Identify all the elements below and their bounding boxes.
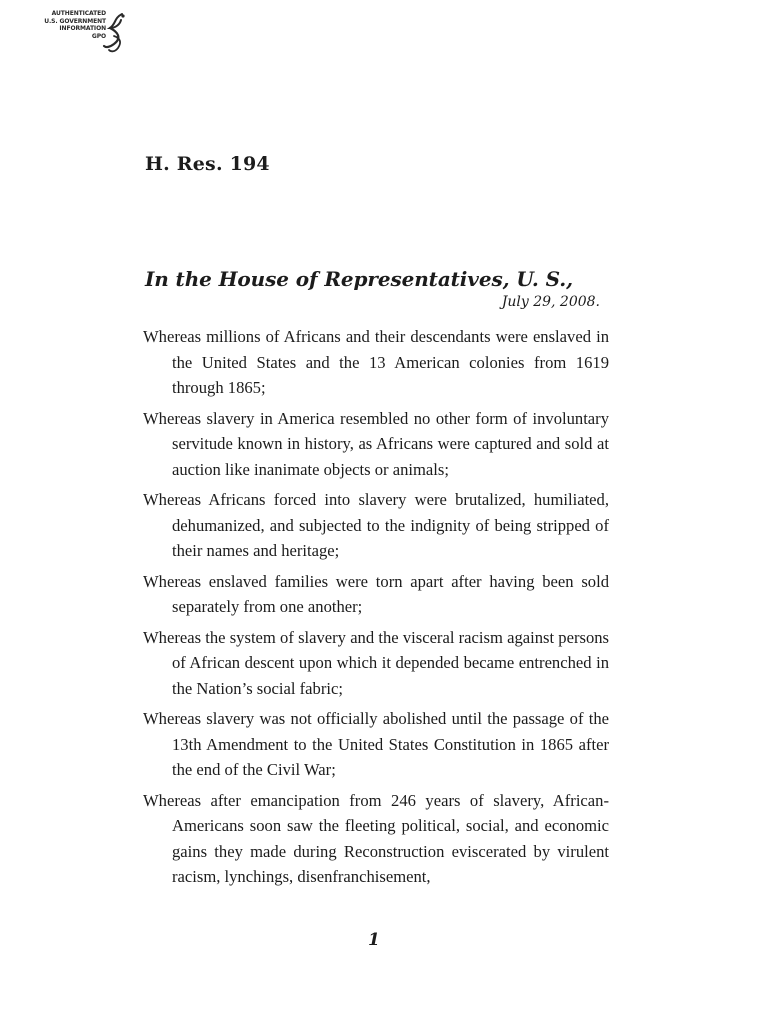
resolution-date: July 29, 2008. bbox=[501, 294, 600, 310]
whereas-clauses bbox=[143, 324, 609, 895]
resolution-number: H. Res. 194 bbox=[145, 153, 270, 175]
whereas-clause: Whereas slavery in America resembled no other form of involuntary servitude known in history, as Africans were captured and sold at auction like inanimate objects or animals; bbox=[143, 408, 609, 479]
gpo-authentication-stamp bbox=[44, 10, 134, 56]
whereas-clause: Whereas the system of slavery and the visceral racism against persons of African descent upon which it depended became entrenched in the Nation’s social fabric; bbox=[143, 627, 609, 698]
stamp-text bbox=[44, 10, 106, 40]
stamp-line: GPO bbox=[91, 32, 106, 40]
whereas-clause: Whereas Africans forced into slavery were brutalized, humiliated, dehumanized, and subjected to the indignity of being stripped of their names and heritage; bbox=[143, 490, 609, 560]
gpo-eagle-logo-icon bbox=[102, 12, 128, 54]
page-mark: 1 bbox=[368, 930, 380, 950]
stamp-line: AUTHENTICATED bbox=[51, 10, 106, 17]
house-heading: In the House of Representatives, U. S., bbox=[145, 267, 573, 291]
stamp-line: INFORMATION bbox=[59, 25, 106, 32]
whereas-clause: Whereas millions of Africans and their descendants were enslaved in the United States and the 13 American colonies from 1619 through 1865; bbox=[143, 327, 609, 397]
whereas-clause: Whereas after emancipation from 246 years of slavery, African-Americans soon saw the fleeting political, social, and economic gains they made during Reconstruction eviscerated by virulent racism, lynchings, disenfranchisement, bbox=[143, 790, 609, 886]
stamp-line: U.S. GOVERNMENT bbox=[44, 17, 106, 25]
whereas-clause: Whereas slavery was not officially abolished until the passage of the 13th Amendment to the United States Constitution in 1865 after the end of the Civil War; bbox=[143, 709, 609, 779]
whereas-clause: Whereas enslaved families were torn apart after having been sold separately from one another; bbox=[143, 571, 609, 616]
